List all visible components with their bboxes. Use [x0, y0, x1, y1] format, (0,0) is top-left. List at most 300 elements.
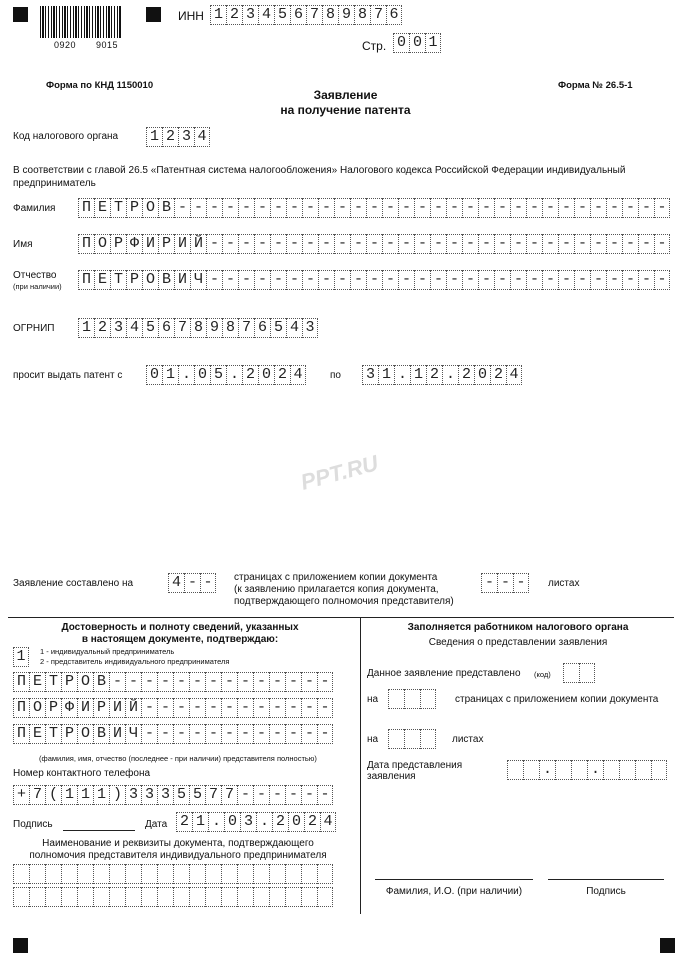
- char-cell: И: [109, 724, 125, 744]
- char-cell: [404, 689, 420, 709]
- char-cell: 1: [78, 318, 94, 338]
- char-cell: -: [654, 234, 670, 254]
- char-cell: 1: [162, 365, 178, 385]
- char-cell: 2: [426, 365, 442, 385]
- char-cell: 7: [205, 785, 221, 805]
- char-cell: -: [350, 270, 366, 290]
- char-cell: -: [253, 724, 269, 744]
- sheets-label: листах: [548, 578, 580, 589]
- char-cell: -: [334, 198, 350, 218]
- char-cell: -: [638, 198, 654, 218]
- barcode-right-number: 9015: [96, 40, 119, 50]
- char-cell: [237, 864, 253, 884]
- char-cell: -: [190, 198, 206, 218]
- section-divider: [360, 617, 361, 914]
- date-label: Дата: [145, 819, 168, 830]
- char-cell: [125, 887, 141, 907]
- char-cell: -: [622, 234, 638, 254]
- char-cell: -: [286, 198, 302, 218]
- char-cell: .: [394, 365, 410, 385]
- char-cell: 4: [194, 127, 210, 147]
- signature-line[interactable]: [63, 830, 135, 831]
- char-cell: И: [174, 270, 190, 290]
- char-cell: [555, 760, 571, 780]
- char-cell: -: [221, 724, 237, 744]
- official-pages-on: на: [367, 694, 379, 705]
- char-cell: Е: [94, 270, 110, 290]
- char-cell: 1: [61, 785, 77, 805]
- char-cell: 5: [142, 318, 158, 338]
- char-cell: -: [558, 234, 574, 254]
- char-cell: -: [269, 698, 285, 718]
- char-cell: -: [254, 234, 270, 254]
- char-cell: -: [317, 785, 333, 805]
- char-cell: -: [253, 698, 269, 718]
- char-cell: [507, 760, 523, 780]
- char-cell: -: [253, 672, 269, 692]
- signer-option-1: 1 - индивидуальный предприниматель: [40, 647, 175, 656]
- fio-line[interactable]: [375, 879, 533, 880]
- char-cell: -: [462, 234, 478, 254]
- char-cell: -: [174, 198, 190, 218]
- char-cell: (: [45, 785, 61, 805]
- char-cell: [619, 760, 635, 780]
- barcode: [40, 6, 122, 38]
- char-cell: -: [222, 270, 238, 290]
- char-cell: О: [29, 698, 45, 718]
- char-cell: [237, 887, 253, 907]
- char-cell: -: [184, 573, 200, 593]
- char-cell: И: [174, 234, 190, 254]
- char-cell: [420, 729, 436, 749]
- char-cell: 3: [110, 318, 126, 338]
- char-cell: 7: [370, 5, 386, 25]
- signer-name-field[interactable]: [13, 698, 333, 718]
- phone-field[interactable]: [13, 785, 333, 805]
- char-cell: -: [574, 270, 590, 290]
- char-cell: [269, 864, 285, 884]
- official-date-label-1: Дата представления: [367, 760, 463, 771]
- char-cell: -: [254, 198, 270, 218]
- char-cell: -: [157, 724, 173, 744]
- char-cell: 2: [274, 365, 290, 385]
- char-cell: -: [269, 724, 285, 744]
- char-cell: [404, 729, 420, 749]
- char-cell: -: [494, 270, 510, 290]
- char-cell: -: [237, 785, 253, 805]
- char-cell: -: [494, 234, 510, 254]
- char-cell: -: [141, 698, 157, 718]
- char-cell: -: [590, 198, 606, 218]
- char-cell: 3: [141, 785, 157, 805]
- char-cell: -: [462, 198, 478, 218]
- corner-marker-tr: [146, 7, 161, 22]
- char-cell: П: [78, 270, 94, 290]
- char-cell: Р: [45, 698, 61, 718]
- page-field[interactable]: [393, 33, 441, 53]
- char-cell: 1: [425, 33, 441, 53]
- char-cell: 4: [286, 318, 302, 338]
- official-subtitle: Сведения о представлении заявления: [428, 637, 608, 648]
- char-cell: .: [587, 760, 603, 780]
- char-cell: 3: [178, 127, 194, 147]
- pages-label: Заявление составлено на: [13, 578, 134, 589]
- form-title: Заявление: [313, 88, 378, 102]
- char-cell: Р: [126, 270, 142, 290]
- char-cell: Й: [190, 234, 206, 254]
- doc-field-1[interactable]: [13, 864, 333, 884]
- char-cell: [420, 689, 436, 709]
- char-cell: -: [125, 672, 141, 692]
- char-cell: Т: [110, 270, 126, 290]
- char-cell: 0: [224, 812, 240, 832]
- char-cell: 3: [302, 318, 318, 338]
- char-cell: 1: [77, 785, 93, 805]
- char-cell: -: [334, 270, 350, 290]
- char-cell: 5: [173, 785, 189, 805]
- char-cell: [29, 864, 45, 884]
- char-cell: 3: [240, 812, 256, 832]
- confirm-title-1: Достоверность и полноту сведений, указанных: [61, 622, 299, 633]
- patronymic-field[interactable]: [78, 270, 670, 290]
- char-cell: 5: [210, 365, 226, 385]
- char-cell: -: [446, 234, 462, 254]
- char-cell: [173, 887, 189, 907]
- char-cell: -: [205, 724, 221, 744]
- period-label: просит выдать патент с: [13, 370, 123, 381]
- char-cell: 8: [190, 318, 206, 338]
- char-cell: -: [221, 672, 237, 692]
- char-cell: Т: [45, 724, 61, 744]
- doc-title-2: полномочия представителя индивидуального предпринимателя: [29, 850, 327, 861]
- char-cell: -: [430, 234, 446, 254]
- char-cell: -: [237, 698, 253, 718]
- char-cell: 5: [270, 318, 286, 338]
- char-cell: -: [238, 234, 254, 254]
- char-cell: [109, 887, 125, 907]
- char-cell: 2: [94, 318, 110, 338]
- char-cell: Е: [29, 672, 45, 692]
- char-cell: 4: [258, 5, 274, 25]
- char-cell: И: [142, 234, 158, 254]
- char-cell: -: [109, 672, 125, 692]
- pages-note-2: подтверждающего полномочия представителя): [234, 596, 454, 607]
- official-sheets-field[interactable]: [388, 729, 436, 749]
- char-cell: [61, 887, 77, 907]
- char-cell: 1: [410, 365, 426, 385]
- char-cell: -: [638, 270, 654, 290]
- char-cell: -: [254, 270, 270, 290]
- ogrnip-field[interactable]: [78, 318, 318, 338]
- char-cell: Ф: [61, 698, 77, 718]
- char-cell: [301, 864, 317, 884]
- char-cell: -: [301, 724, 317, 744]
- char-cell: О: [142, 198, 158, 218]
- char-cell: П: [13, 724, 29, 744]
- patronymic-note: (при наличии): [13, 282, 62, 291]
- char-cell: [141, 864, 157, 884]
- char-cell: -: [302, 198, 318, 218]
- char-cell: -: [286, 270, 302, 290]
- char-cell: -: [173, 672, 189, 692]
- char-cell: -: [157, 672, 173, 692]
- char-cell: 9: [206, 318, 222, 338]
- signer-type-field[interactable]: [13, 647, 29, 667]
- official-sign-line[interactable]: [548, 879, 664, 880]
- surname-field[interactable]: [78, 198, 670, 218]
- char-cell: -: [269, 672, 285, 692]
- char-cell: -: [414, 234, 430, 254]
- char-cell: Р: [110, 234, 126, 254]
- char-cell: 8: [222, 318, 238, 338]
- watermark: PPT.RU: [297, 450, 381, 495]
- char-cell: Р: [126, 198, 142, 218]
- char-cell: -: [606, 270, 622, 290]
- char-cell: О: [77, 724, 93, 744]
- presented-label: Данное заявление представлено: [367, 668, 521, 679]
- char-cell: -: [622, 198, 638, 218]
- char-cell: 1: [210, 5, 226, 25]
- char-cell: .: [226, 365, 242, 385]
- doc-field-2[interactable]: [13, 887, 333, 907]
- pages-text: страницах с приложением копии документа: [234, 572, 438, 583]
- char-cell: -: [398, 198, 414, 218]
- char-cell: -: [270, 270, 286, 290]
- official-date-field[interactable]: [507, 760, 667, 780]
- char-cell: [45, 864, 61, 884]
- form-knd: Форма по КНД 1150010: [46, 80, 154, 91]
- date-field[interactable]: [176, 812, 336, 832]
- sheets-field[interactable]: [481, 573, 529, 593]
- char-cell: -: [382, 234, 398, 254]
- char-cell: [13, 864, 29, 884]
- char-cell: -: [574, 198, 590, 218]
- char-cell: -: [205, 698, 221, 718]
- char-cell: -: [366, 234, 382, 254]
- barcode-left-number: 0920: [54, 40, 77, 50]
- char-cell: 8: [354, 5, 370, 25]
- char-cell: [189, 887, 205, 907]
- corner-marker-br: [660, 938, 675, 953]
- char-cell: 2: [272, 812, 288, 832]
- char-cell: 0: [474, 365, 490, 385]
- char-cell: -: [318, 234, 334, 254]
- char-cell: -: [141, 724, 157, 744]
- official-pages-text: страницах с приложением копии документа: [455, 694, 659, 705]
- inn-field[interactable]: [210, 5, 402, 25]
- char-cell: [93, 887, 109, 907]
- char-cell: [13, 887, 29, 907]
- official-date-label-2: заявления: [367, 771, 416, 782]
- char-cell: -: [526, 270, 542, 290]
- char-cell: -: [173, 724, 189, 744]
- period-to-field[interactable]: [362, 365, 522, 385]
- char-cell: 1: [146, 127, 162, 147]
- char-cell: -: [526, 234, 542, 254]
- char-cell: [77, 864, 93, 884]
- char-cell: -: [414, 198, 430, 218]
- char-cell: 7: [221, 785, 237, 805]
- char-cell: -: [285, 672, 301, 692]
- char-cell: -: [622, 270, 638, 290]
- char-cell: -: [221, 698, 237, 718]
- char-cell: 4: [320, 812, 336, 832]
- char-cell: -: [494, 198, 510, 218]
- char-cell: 4: [290, 365, 306, 385]
- confirm-title-2: в настоящем документе, подтверждаю:: [81, 634, 279, 645]
- char-cell: 0: [393, 33, 409, 53]
- char-cell: Р: [158, 234, 174, 254]
- char-cell: О: [142, 270, 158, 290]
- doc-title-1: Наименование и реквизиты документа, подтверждающего: [42, 838, 314, 849]
- char-cell: -: [206, 234, 222, 254]
- char-cell: -: [462, 270, 478, 290]
- signature-label: Подпись: [13, 819, 53, 830]
- char-cell: -: [430, 198, 446, 218]
- presented-code-label: (код): [534, 670, 551, 679]
- char-cell: Т: [110, 198, 126, 218]
- char-cell: .: [539, 760, 555, 780]
- char-cell: -: [558, 270, 574, 290]
- char-cell: [579, 663, 595, 683]
- char-cell: -: [285, 724, 301, 744]
- char-cell: -: [558, 198, 574, 218]
- signer-surname-field[interactable]: [13, 672, 333, 692]
- char-cell: 3: [157, 785, 173, 805]
- signer-patronymic-field[interactable]: [13, 724, 333, 744]
- char-cell: [563, 663, 579, 683]
- period-from-field[interactable]: [146, 365, 306, 385]
- char-cell: В: [93, 672, 109, 692]
- char-cell: 0: [288, 812, 304, 832]
- official-sheets-text: листах: [452, 734, 484, 745]
- char-cell: -: [606, 198, 622, 218]
- char-cell: 4: [506, 365, 522, 385]
- char-cell: [635, 760, 651, 780]
- char-cell: 1: [378, 365, 394, 385]
- presented-code-field[interactable]: [563, 663, 595, 683]
- char-cell: -: [382, 198, 398, 218]
- name-label: Имя: [13, 239, 33, 250]
- char-cell: Т: [45, 672, 61, 692]
- char-cell: П: [13, 698, 29, 718]
- char-cell: -: [414, 270, 430, 290]
- char-cell: Р: [61, 672, 77, 692]
- char-cell: -: [269, 785, 285, 805]
- char-cell: -: [253, 785, 269, 805]
- char-cell: -: [590, 234, 606, 254]
- char-cell: 0: [146, 365, 162, 385]
- tax-code-field[interactable]: [146, 127, 210, 147]
- char-cell: [603, 760, 619, 780]
- official-sheets-on: на: [367, 734, 379, 745]
- char-cell: 5: [189, 785, 205, 805]
- period-to-label: по: [330, 370, 341, 381]
- char-cell: [285, 864, 301, 884]
- char-cell: [388, 729, 404, 749]
- char-cell: 1: [13, 647, 29, 667]
- name-field[interactable]: [78, 234, 670, 254]
- char-cell: [317, 864, 333, 884]
- char-cell: 6: [254, 318, 270, 338]
- char-cell: -: [510, 234, 526, 254]
- char-cell: [77, 887, 93, 907]
- char-cell: [125, 864, 141, 884]
- char-cell: -: [398, 234, 414, 254]
- char-cell: [651, 760, 667, 780]
- char-cell: 3: [242, 5, 258, 25]
- char-cell: -: [222, 198, 238, 218]
- char-cell: [285, 887, 301, 907]
- char-cell: [189, 864, 205, 884]
- inn-label: ИНН: [178, 9, 204, 23]
- char-cell: И: [109, 698, 125, 718]
- char-cell: Р: [61, 724, 77, 744]
- char-cell: 2: [226, 5, 242, 25]
- char-cell: -: [510, 270, 526, 290]
- char-cell: -: [350, 234, 366, 254]
- intro-text: В соответствии с главой 26.5 «Патентная система налогообложения» Налогового кодекса Российской Федерации индивидуальный предприниматель: [13, 165, 626, 189]
- corner-marker-tl: [13, 7, 28, 22]
- official-pages-field[interactable]: [388, 689, 436, 709]
- char-cell: -: [285, 698, 301, 718]
- char-cell: Р: [93, 698, 109, 718]
- char-cell: -: [513, 573, 529, 593]
- char-cell: -: [200, 573, 216, 593]
- char-cell: -: [238, 270, 254, 290]
- char-cell: В: [93, 724, 109, 744]
- char-cell: 6: [290, 5, 306, 25]
- char-cell: -: [317, 724, 333, 744]
- char-cell: [388, 689, 404, 709]
- char-cell: -: [398, 270, 414, 290]
- sign-caption: Подпись: [586, 886, 626, 897]
- char-cell: 9: [338, 5, 354, 25]
- char-cell: -: [654, 270, 670, 290]
- char-cell: -: [318, 198, 334, 218]
- char-cell: -: [301, 785, 317, 805]
- char-cell: [93, 864, 109, 884]
- char-cell: -: [350, 198, 366, 218]
- char-cell: -: [542, 234, 558, 254]
- char-cell: ): [109, 785, 125, 805]
- char-cell: [221, 864, 237, 884]
- char-cell: 2: [458, 365, 474, 385]
- corner-marker-bl: [13, 938, 28, 953]
- form-subtitle: на получение патента: [280, 103, 411, 117]
- char-cell: 4: [126, 318, 142, 338]
- pages-field[interactable]: [168, 573, 216, 593]
- char-cell: [29, 887, 45, 907]
- char-cell: -: [302, 234, 318, 254]
- char-cell: 2: [242, 365, 258, 385]
- char-cell: [109, 864, 125, 884]
- char-cell: -: [270, 234, 286, 254]
- char-cell: 1: [93, 785, 109, 805]
- char-cell: О: [94, 234, 110, 254]
- char-cell: 2: [304, 812, 320, 832]
- char-cell: Е: [94, 198, 110, 218]
- char-cell: -: [286, 234, 302, 254]
- char-cell: Е: [29, 724, 45, 744]
- ogrnip-label: ОГРНИП: [13, 323, 55, 334]
- char-cell: 7: [174, 318, 190, 338]
- char-cell: 6: [158, 318, 174, 338]
- char-cell: -: [366, 270, 382, 290]
- char-cell: [45, 887, 61, 907]
- pages-note-1: (к заявлению прилагается копия документа,: [234, 584, 439, 595]
- char-cell: -: [497, 573, 513, 593]
